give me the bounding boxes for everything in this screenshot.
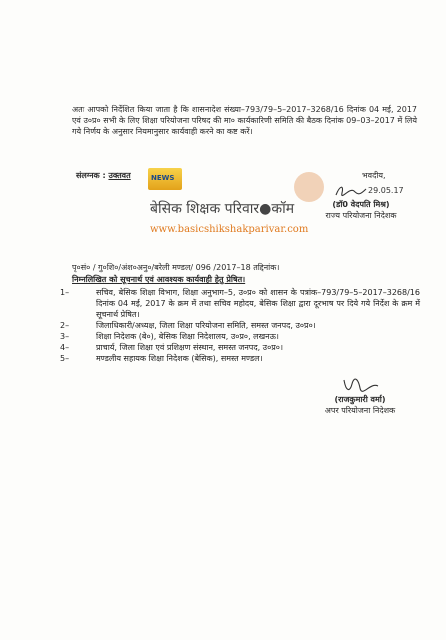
signature-date: 29.05.17 xyxy=(368,186,404,195)
distribution-list xyxy=(60,287,420,364)
signatory-name-1: (डॉ0 वेदपति मिश्र) xyxy=(332,200,390,209)
list-item-text: जिलाधिकारी/अध्यक्ष, जिला शिक्षा परियोजना समिति, समस्त जनपद, उ०प्र०। xyxy=(96,321,316,330)
list-item-number: 1– xyxy=(60,288,70,297)
signature-block-2 xyxy=(300,376,420,416)
distribution-heading: निम्नलिखित को सूचनार्थ एवं आवश्यक कार्यवाही हेतु प्रेषित। xyxy=(72,275,246,284)
signatory-title-1: राज्य परियोजना निदेशक xyxy=(325,211,397,220)
list-item-text: शिक्षा निदेशक (बे०), बेसिक शिक्षा निदेशालय, उ०प्र०, लखनऊ। xyxy=(96,332,279,341)
enclosure-label: संलग्नक : xyxy=(76,171,106,180)
signatory-title-2: अपर परियोजना निदेशक xyxy=(324,406,396,415)
list-item xyxy=(60,342,420,353)
baby-logo-icon xyxy=(294,172,324,202)
list-item-number: 4– xyxy=(60,343,70,352)
list-item-number: 3– xyxy=(60,332,70,341)
closing-salutation: भवदीय, xyxy=(362,171,386,180)
watermark xyxy=(128,168,336,240)
list-item-number: 2– xyxy=(60,321,70,330)
list-item xyxy=(60,353,420,364)
list-item xyxy=(60,331,420,342)
list-item xyxy=(60,320,420,331)
list-item xyxy=(60,287,420,320)
watermark-url: www.basicshikshakparivar.com xyxy=(150,224,309,235)
list-item-text: मण्डलीय सहायक शिक्षा निदेशक (बेसिक), समस्त मण्डल। xyxy=(96,354,263,363)
enclosure-line xyxy=(76,170,131,181)
list-item-number: 5– xyxy=(60,354,70,363)
list-item-text: सचिव, बेसिक शिक्षा विभाग, शिक्षा अनुभाग–5, उ०प्र० को शासन के पत्रांक–793/79–5–2017–3268/16 दिनांक 04 मई, 2017 के क्रम में तथा सचिव महोदय, बेसिक शिक्षा द्वारा दूरभाष पर दिये गये निर्देश के क्रम में सूचनार्थ प्रेषित। xyxy=(96,288,420,319)
signature-mark-2 xyxy=(300,376,420,394)
faint-mark xyxy=(36,70,38,77)
list-item-text: प्राचार्य, जिला शिक्षा एवं प्रशिक्षण संस्थान, समस्त जनपद, उ०प्र०। xyxy=(96,343,283,352)
body-paragraph: अतः आपको निर्देशित किया जाता है कि शासनादेश संख्या–793/79–5–2017–3268/16 दिनांक 04 मई, 2017 एवं उ०प्र० सभी के लिए शिक्षा परियोजना परिषद की मा० कार्यकारिणी समिति की बैठक दिनांक 09–03–2017 में लिये गये निर्णय के अनुसार नियमानुसार कार्यवाही करने का कष्ट करें। xyxy=(72,105,417,136)
enclosure-value: उक्तवत xyxy=(108,171,131,180)
reference-line: पृ०सं० / गु०शि०/अंश०अनु०/बरेली मण्डल/ 096 /2017–18 तद्दिनांक। xyxy=(72,263,280,272)
signatory-name-2: (राजकुमारी वर्मा) xyxy=(334,395,386,404)
news-badge-text: NEWS xyxy=(151,174,175,182)
news-badge-icon xyxy=(148,168,182,190)
watermark-title: बेसिक शिक्षक परिवार●कॉम xyxy=(150,201,295,217)
